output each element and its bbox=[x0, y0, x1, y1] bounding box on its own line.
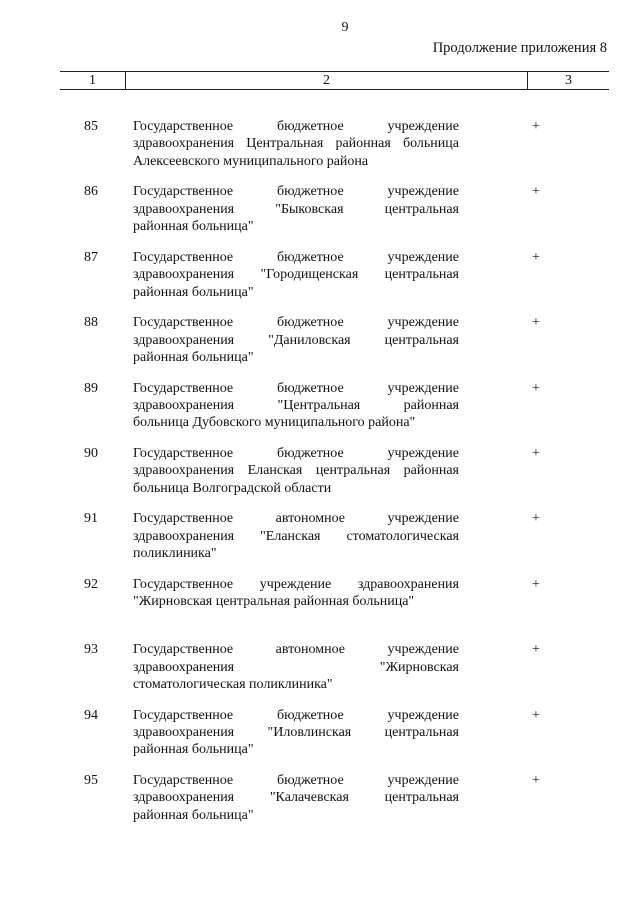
table-row bbox=[60, 707, 609, 772]
institution-name-line: районная больница" bbox=[133, 219, 254, 235]
institution-name-line: здравоохранения "Городищенская центральная bbox=[133, 267, 459, 283]
institution-name-line: Государственное бюджетное учреждение bbox=[133, 380, 459, 396]
page-number: 9 bbox=[341, 20, 349, 35]
institution-name bbox=[133, 445, 459, 497]
institution-name-line: больница Дубовского муниципального района" bbox=[133, 415, 416, 431]
institution-name-line: Государственное учреждение здравоохранения bbox=[133, 576, 459, 592]
table-row bbox=[60, 772, 609, 837]
row-number: 88 bbox=[84, 315, 98, 331]
institution-name-line: Государственное бюджетное учреждение bbox=[133, 445, 459, 461]
row-number: 91 bbox=[84, 511, 98, 527]
institution-name bbox=[133, 183, 459, 235]
column-header-1: 1 bbox=[60, 72, 126, 89]
institution-name-line: Государственное бюджетное учреждение bbox=[133, 184, 459, 200]
institution-name bbox=[133, 576, 459, 611]
institution-name-line: здравоохранения "Центральная районная bbox=[133, 397, 459, 413]
row-number: 92 bbox=[84, 576, 98, 592]
institution-name-line: здравоохранения "Еланская стоматологическая bbox=[133, 528, 459, 544]
table-column-header bbox=[60, 71, 609, 90]
institution-name-line: Государственное автономное учреждение bbox=[133, 642, 459, 658]
institution-name-line: здравоохранения "Калачевская центральная bbox=[133, 790, 459, 806]
institution-name bbox=[133, 249, 459, 301]
inclusion-mark: + bbox=[532, 445, 540, 461]
row-number: 94 bbox=[84, 707, 98, 723]
inclusion-mark: + bbox=[532, 249, 540, 265]
institution-name-line: здравоохранения "Иловлинская центральная bbox=[133, 724, 459, 740]
institution-name-line: Алексеевского муниципального района bbox=[133, 153, 369, 169]
row-number: 90 bbox=[84, 445, 98, 461]
institution-name-line: Государственное бюджетное учреждение bbox=[133, 772, 459, 788]
column-header-3: 3 bbox=[565, 73, 572, 88]
institution-name-line: "Жирновская центральная районная больница" bbox=[133, 594, 415, 610]
table-row bbox=[60, 183, 609, 248]
institution-name-line: здравоохранения "Быковская центральная bbox=[133, 201, 459, 217]
inclusion-mark: + bbox=[532, 315, 540, 331]
institution-name-line: районная больница" bbox=[133, 349, 254, 365]
institution-name-line: здравоохранения Еланская центральная районная bbox=[133, 463, 459, 479]
institution-name-line: стоматологическая поликлиника" bbox=[133, 676, 333, 692]
table-row bbox=[60, 118, 609, 183]
institution-name bbox=[133, 641, 459, 693]
table-row bbox=[60, 249, 609, 314]
table-body bbox=[60, 118, 609, 837]
institution-name bbox=[133, 118, 459, 170]
inclusion-mark: + bbox=[532, 380, 540, 396]
institution-name-line: здравоохранения "Жирновская bbox=[133, 659, 459, 675]
row-number: 86 bbox=[84, 184, 98, 200]
inclusion-mark: + bbox=[532, 707, 540, 723]
institution-name-line: районная больница" bbox=[133, 742, 254, 758]
appendix-continuation-label: Продолжение приложения 8 bbox=[432, 40, 607, 56]
inclusion-mark: + bbox=[532, 511, 540, 527]
institution-name-line: больница Волгоградской области bbox=[133, 480, 332, 496]
institution-name-line: районная больница" bbox=[133, 284, 254, 300]
column-header-2: 2 bbox=[126, 72, 528, 89]
inclusion-mark: + bbox=[532, 119, 540, 134]
institution-name bbox=[133, 380, 459, 432]
institution-name-line: здравоохранения "Даниловская центральная bbox=[133, 332, 459, 348]
institution-name bbox=[133, 772, 459, 824]
row-number: 93 bbox=[84, 642, 98, 658]
institution-name bbox=[133, 314, 459, 366]
institution-name-line: Государственное бюджетное учреждение bbox=[133, 315, 459, 331]
inclusion-mark: + bbox=[532, 576, 540, 592]
table-row bbox=[60, 380, 609, 445]
inclusion-mark: + bbox=[532, 642, 540, 658]
institution-name bbox=[133, 707, 459, 759]
table-row bbox=[60, 445, 609, 510]
institution-name-line: поликлиника" bbox=[133, 546, 217, 562]
table-row bbox=[60, 576, 609, 641]
table-row bbox=[60, 641, 609, 706]
institution-name-line: Государственное бюджетное учреждение bbox=[133, 249, 459, 265]
institution-name-line: здравоохранения Центральная районная больница bbox=[133, 136, 459, 152]
institution-name-line: Государственное бюджетное учреждение bbox=[133, 707, 459, 723]
row-number: 95 bbox=[84, 772, 98, 788]
row-number: 89 bbox=[84, 380, 98, 396]
institution-name-line: районная больница" bbox=[133, 807, 254, 823]
inclusion-mark: + bbox=[532, 772, 540, 788]
row-number: 87 bbox=[84, 249, 98, 265]
institution-name bbox=[133, 510, 459, 562]
inclusion-mark: + bbox=[532, 184, 540, 200]
institution-name-line: Государственное бюджетное учреждение bbox=[133, 119, 459, 134]
table-row bbox=[60, 314, 609, 379]
table-row bbox=[60, 510, 609, 575]
institution-name-line: Государственное автономное учреждение bbox=[133, 511, 459, 527]
row-number: 85 bbox=[84, 119, 98, 134]
